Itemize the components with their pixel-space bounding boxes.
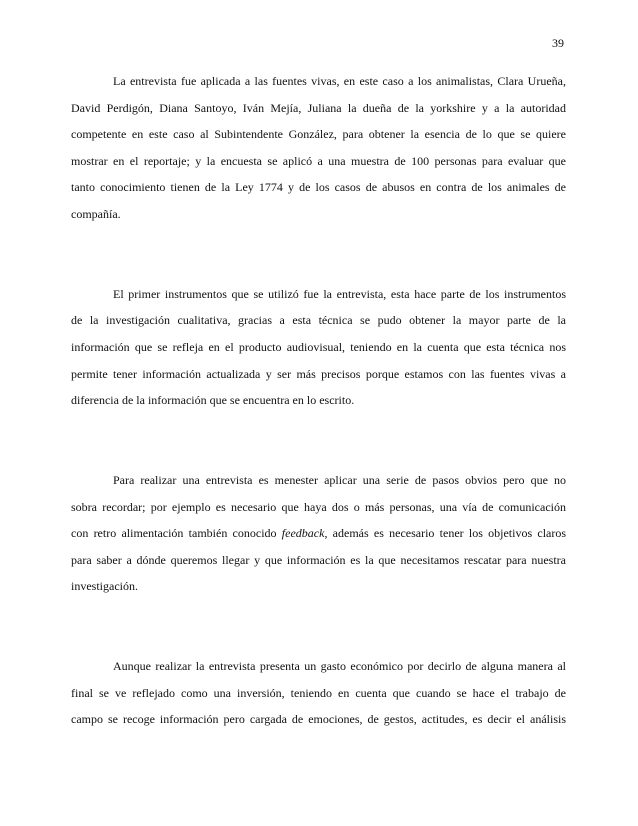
text-line: mostrar en el reportaje; y la encuesta se aplicó a una muestra de 100 personas para evaluar que: [71, 153, 566, 168]
text-run: con retro alimentación también conocido: [71, 526, 277, 541]
text-line: El primer instrumentos que se utilizó fue la entrevista, esta hace parte de los instrumentos: [113, 286, 566, 301]
text-line: final se ve reflejado como una inversión, teniendo en cuenta que cuando se hace el trabajo de: [71, 685, 566, 700]
paragraph-1: [71, 68, 566, 228]
text-line: campo se recoge información pero cargada de emociones, de gestos, actitudes, es decir el análisis: [71, 712, 566, 727]
text-line: La entrevista fue aplicada a las fuentes vivas, en este caso a los animalistas, Clara Urueña,: [113, 74, 566, 88]
text-line: tanto conocimiento tienen de la Ley 1774 y de los casos de abusos en contra de los animales de: [71, 180, 566, 195]
paragraph-spacer: [71, 414, 566, 441]
text-line: [71, 520, 566, 547]
text-line: Para realizar una entrevista es menester aplicar una serie de pasos obvios pero que no: [113, 472, 566, 487]
feedback-term: feedback: [281, 526, 325, 541]
paragraph-spacer: [71, 440, 566, 467]
text-line: Aunque realizar la entrevista presenta un gasto económico por decirlo de alguna manera al: [113, 659, 566, 674]
text-line: diferencia de la información que se encuentra en lo escrito.: [71, 393, 355, 408]
page-number: 39: [552, 36, 564, 50]
paragraph-spacer: [71, 228, 566, 255]
paragraph-spacer: [71, 600, 566, 627]
document-body: [71, 68, 566, 733]
paragraph-3: [71, 467, 566, 600]
text-line: de la investigación cualitativa, gracias a esta técnica se pudo obtener la mayor parte de la: [71, 313, 566, 328]
paragraph-2: [71, 281, 566, 414]
text-line: compañía.: [71, 206, 121, 221]
text-line: competente en este caso al Subintendente González, para obtener la esencia de lo que se quiere: [71, 127, 566, 142]
text-line: investigación.: [71, 579, 138, 594]
text-line: para saber a dónde queremos llegar y que información es la que necesitamos rescatar para nuestra: [71, 552, 566, 567]
text-line: información que se refleja en el producto audiovisual, teniendo en la cuenta que esta técnica nos: [71, 339, 566, 354]
text-line: sobra recordar; por ejemplo es necesario que haya dos o más personas, una vía de comunicación: [71, 499, 566, 514]
text-line: David Perdigón, Diana Santoyo, Iván Mejía, Juliana la dueña de la yorkshire y a la autoridad: [71, 100, 566, 115]
text-line: permite tener información actualizada y ser más precisos porque estamos con las fuentes vivas a: [71, 366, 566, 381]
text-run: , además es necesario tener los objetivos claros: [324, 526, 567, 541]
paragraph-spacer: [71, 626, 566, 653]
paragraph-spacer: [71, 254, 566, 281]
paragraph-4: [71, 653, 566, 733]
